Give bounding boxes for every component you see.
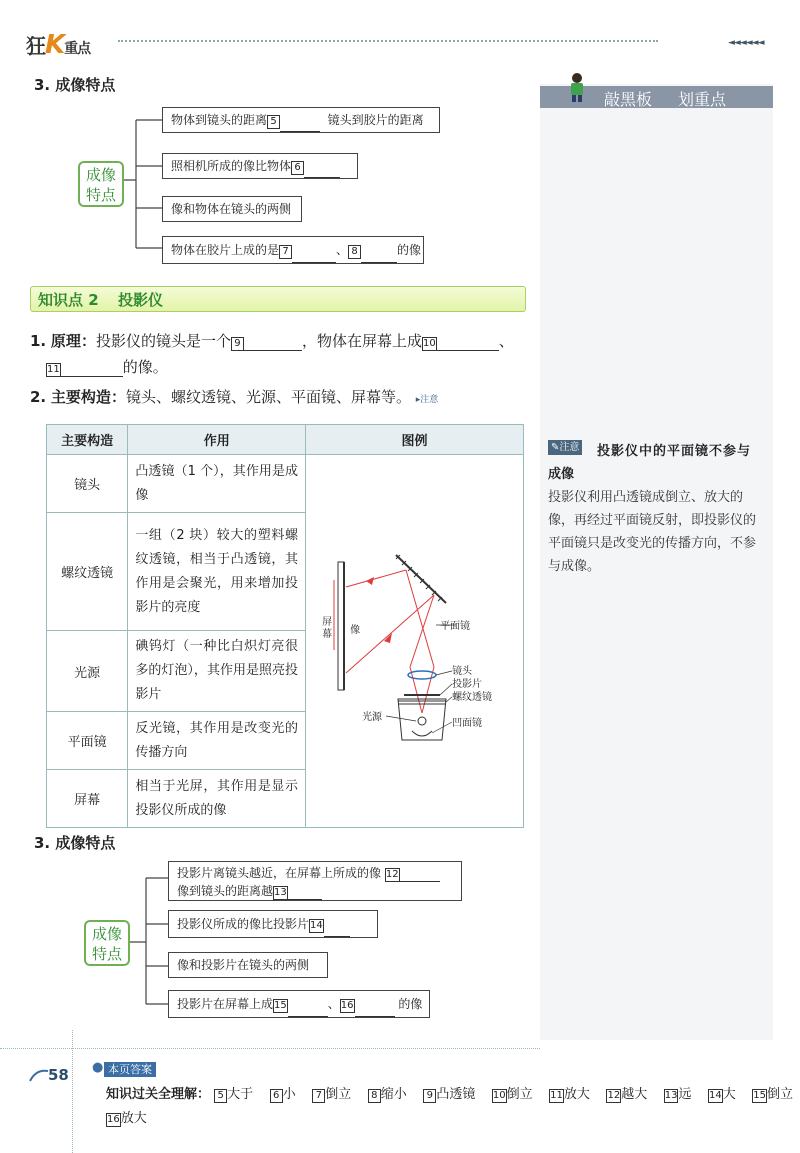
label-mirror: 平面镜: [440, 621, 471, 632]
projector-diagram: [306, 455, 520, 815]
table-header: 主要构造: [47, 425, 128, 455]
mindmap-branch: 投影片离镜头越近，在屏幕上所成的像 12 像到镜头的距离越13: [168, 861, 462, 901]
section-heading: 3. 成像特点: [34, 834, 116, 852]
label-screen: 屏幕: [322, 617, 333, 640]
mindmap-root: 成像 特点: [84, 920, 130, 966]
label-fresnel: 螺纹透镜: [452, 692, 493, 703]
section-heading: 3. 成像特点: [34, 76, 116, 94]
structure-line: 2. 主要构造：镜头、螺纹透镜、光源、平面镜、屏幕等。 ▸注意: [30, 388, 439, 406]
mindmap-branch: 照相机所成的像比物体 6: [162, 153, 358, 179]
teacher-icon: [566, 72, 588, 102]
mindmap-branch: 物体在胶片上成的是 7 、 8 的像: [162, 236, 424, 264]
mindmap-branch: 像和投影片在镜头的两侧: [168, 952, 328, 978]
pin-icon: ●: [92, 1060, 104, 1075]
table-header: 作用: [128, 425, 306, 455]
table-cell-name: 螺纹透镜: [47, 513, 128, 631]
brand-logo: 狂K重点: [26, 30, 91, 60]
projector-figure: [306, 455, 524, 828]
table-cell-func: 相当于光屏，其作用是显示投影仪所成的像: [128, 770, 306, 828]
structure-table: [46, 424, 524, 828]
knowledge-bar: [30, 286, 526, 312]
note-link[interactable]: ▸注意: [415, 395, 439, 405]
table-cell-name: 屏幕: [47, 770, 128, 828]
mindmap-root: 成像 特点: [78, 161, 124, 207]
header-divider: [118, 40, 658, 42]
note-title-cont: 成像: [548, 467, 575, 482]
note-title: 投影仪中的平面镜不参与: [597, 444, 752, 459]
label-lens: 镜头: [452, 666, 473, 677]
principle-line2: 11 的像。: [47, 358, 168, 376]
table-cell-name: 镜头: [47, 455, 128, 513]
header-arrows: ◄◄◄◄◄◄: [728, 38, 764, 48]
mindmap-branch: 投影仪所成的像比投影片14: [168, 910, 378, 938]
mindmap-branch: 像和物体在镜头的两侧: [162, 196, 302, 222]
principle-line1: 1. 原理：投影仪的镜头是一个 9 ，物体在屏幕上成10 、: [30, 332, 514, 350]
knowledge-label: 知识点 2: [38, 291, 99, 309]
table-header: 图例: [306, 425, 524, 455]
label-slide: 投影片: [452, 679, 483, 690]
table-cell-func: 一组（2 块）较大的塑料螺纹透镜，相当于凸透镜，其作用是会聚光，用来增加投影片的亮度: [128, 513, 306, 631]
footer-divider-vertical: [72, 1030, 73, 1153]
label-image: 像: [350, 625, 361, 636]
page-number: 58: [48, 1066, 69, 1084]
sidebar-title-b: 划重点: [678, 90, 727, 109]
table-cell-name: 平面镜: [47, 712, 128, 770]
footer-divider: [0, 1048, 540, 1049]
table-cell-name: 光源: [47, 631, 128, 712]
mindmap-branch: 投影片在屏幕上成15 、16 的像: [168, 990, 430, 1018]
sidebar-title-a: 敲黑板: [604, 90, 653, 109]
label-concave: 凹面镜: [452, 718, 483, 729]
answer-tag: 本页答案: [104, 1062, 156, 1077]
label-light: 光源: [362, 712, 383, 723]
knowledge-title: 投影仪: [118, 291, 164, 309]
table-cell-func: 反光镜，其作用是改变光的传播方向: [128, 712, 306, 770]
answer-row: 16放大: [107, 1111, 147, 1126]
table-cell-func: 凸透镜（1 个），其作用是成像: [128, 455, 306, 513]
answer-row: 知识过关全理解： 5 大于 6 小 7 倒立 8 缩小 9 凸透镜 10倒立 11放大 12越大 13远 14大 15倒立: [106, 1087, 794, 1102]
note-body: 投影仪利用凸透镜成倒立、放大的像，再经过平面镜反射，即投影仪的平面镜只是改变光的传播方向，不参与成像。: [548, 490, 757, 574]
table-cell-func: 碘钨灯（一种比白炽灯亮很多的灯泡），其作用是照亮投影片: [128, 631, 306, 712]
mindmap-branch: 物体到镜头的距离 5 镜头到胶片的距离: [162, 107, 440, 133]
note-tag: ✎注意: [548, 440, 582, 455]
